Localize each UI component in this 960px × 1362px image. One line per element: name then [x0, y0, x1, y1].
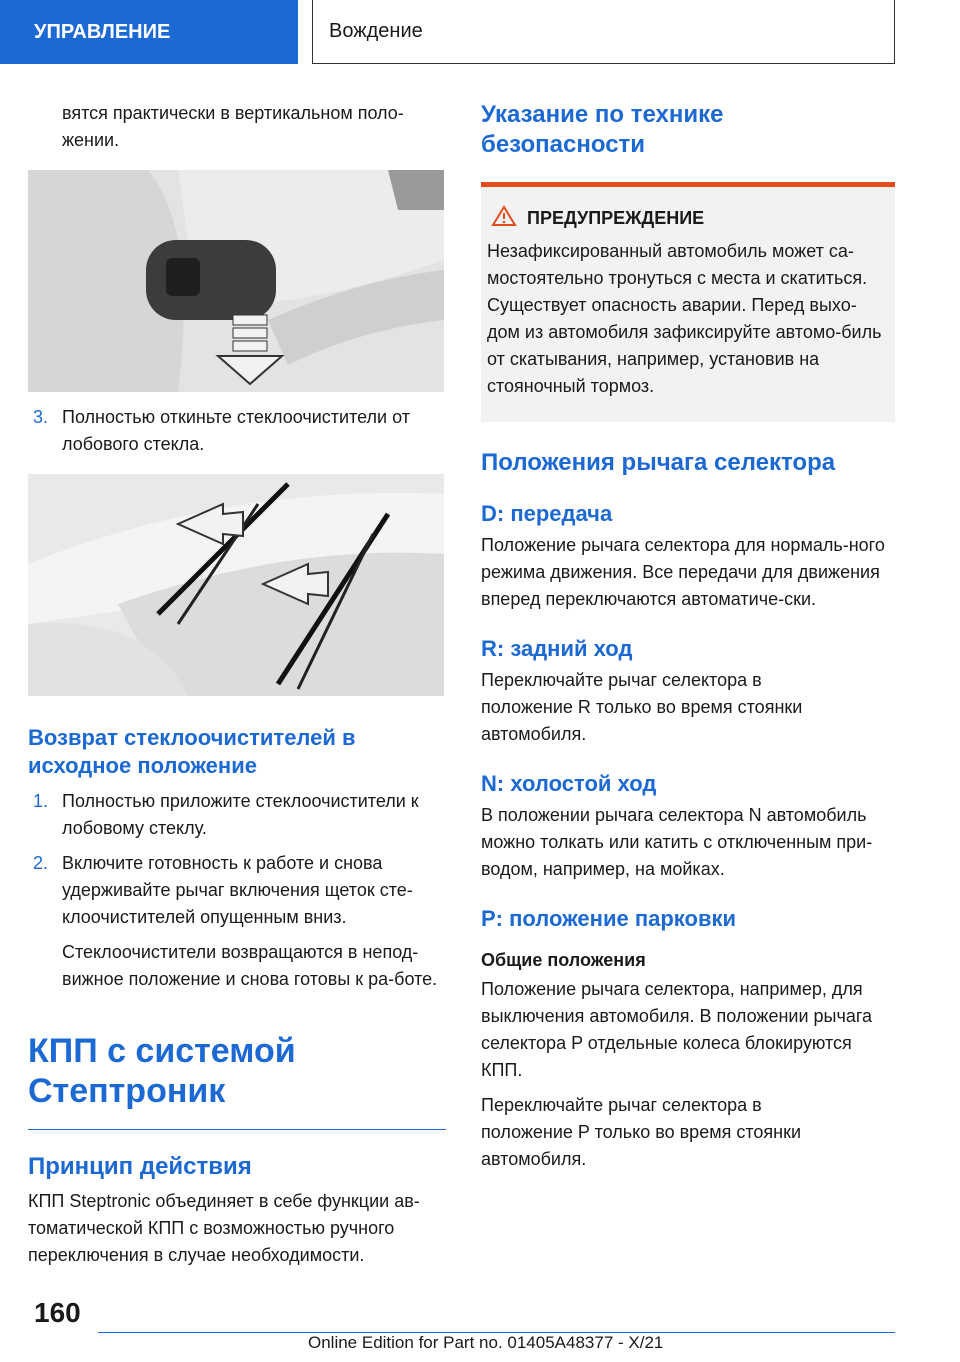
d-text: Положение рычага селектора для нормаль-ного режима движения. Все передачи для движения вперед переключаются автоматиче-ски. [481, 535, 885, 609]
return-step-2 [28, 850, 444, 931]
step-number: 3. [33, 407, 49, 427]
step-3 [28, 404, 444, 458]
return-heading: Возврат стеклоочистителей в исходное положение [28, 725, 356, 778]
step-number: 2. [33, 853, 49, 873]
r-text: Переключайте рычаг селектора в положение R только во время стоянки автомобиля. [481, 670, 803, 744]
warning-title: ПРЕДУПРЕЖДЕНИЕ [527, 208, 705, 228]
step-number: 1. [33, 791, 49, 811]
warning-text: Незафиксированный автомобиль может са-мостоятельно тронуться с места и скатиться. Существует опасность аварии. Перед выхо-дом из автомобиля зафиксируйте автомо-биль от скатывания, например, установив на стояночный тормоз. [487, 241, 882, 396]
warning-triangle-icon [491, 205, 517, 232]
warning-box [481, 182, 895, 422]
divider [28, 1129, 446, 1130]
p-text-1: Положение рычага селектора, например, для выключения автомобиля. В положении рычага селектора P отдельные колеса блокируются КПП. [481, 979, 873, 1080]
kpp-heading: КПП с системой Стептроник [28, 1032, 296, 1110]
r-heading: R: задний ход [481, 636, 633, 661]
n-text: В положении рычага селектора N автомобиль можно толкать или катить с отключенным при-водом, например, на мойках. [481, 805, 873, 879]
lever-illustration [28, 170, 444, 392]
safety-heading: Указание по технике безопасности [481, 101, 724, 158]
p-text-2: Переключайте рычаг селектора в положение P только во время стоянки автомобиля. [481, 1095, 801, 1169]
return-note: Стеклоочистители возвращаются в непод-вижное положение и снова готовы к ра-боте. [62, 942, 438, 989]
principle-heading: Принцип действия [28, 1153, 252, 1180]
step-text: Полностью откиньте стеклоочистители от лобового стекла. [62, 407, 410, 454]
left-column [28, 100, 444, 1269]
warning-title-row [487, 205, 889, 232]
wiper-lever-figure [28, 170, 444, 392]
right-column [481, 100, 895, 1173]
selector-heading: Положения рычага селектора [481, 449, 836, 476]
return-step-1 [28, 788, 444, 842]
n-heading: N: холостой ход [481, 771, 657, 796]
p-subheading: Общие положения [481, 950, 646, 970]
principle-text: КПП Steptronic объединяет в себе функции ав-томатической КПП с возможностью ручного переключения в случае необходимости. [28, 1191, 420, 1265]
step-text: Включите готовность к работе и снова удерживайте рычаг включения щеток сте-клоочистителей опущенным вниз. [62, 853, 413, 927]
chapter-title: Вождение [312, 0, 895, 64]
footer-edition[interactable]: Online Edition for Part no. 01405A48377 - X/21 [308, 1333, 664, 1352]
wipers-illustration [28, 474, 444, 696]
page-number: 160 [34, 1297, 81, 1328]
intro-text: вятся практически в вертикальном поло- жении. [62, 103, 404, 150]
section-tab[interactable]: УПРАВЛЕНИЕ [0, 0, 298, 64]
windshield-wipers-figure [28, 474, 444, 696]
d-heading: D: передача [481, 501, 613, 526]
p-heading: P: положение парковки [481, 906, 737, 931]
step-text: Полностью приложите стеклоочистители к лобовому стеклу. [62, 791, 419, 838]
